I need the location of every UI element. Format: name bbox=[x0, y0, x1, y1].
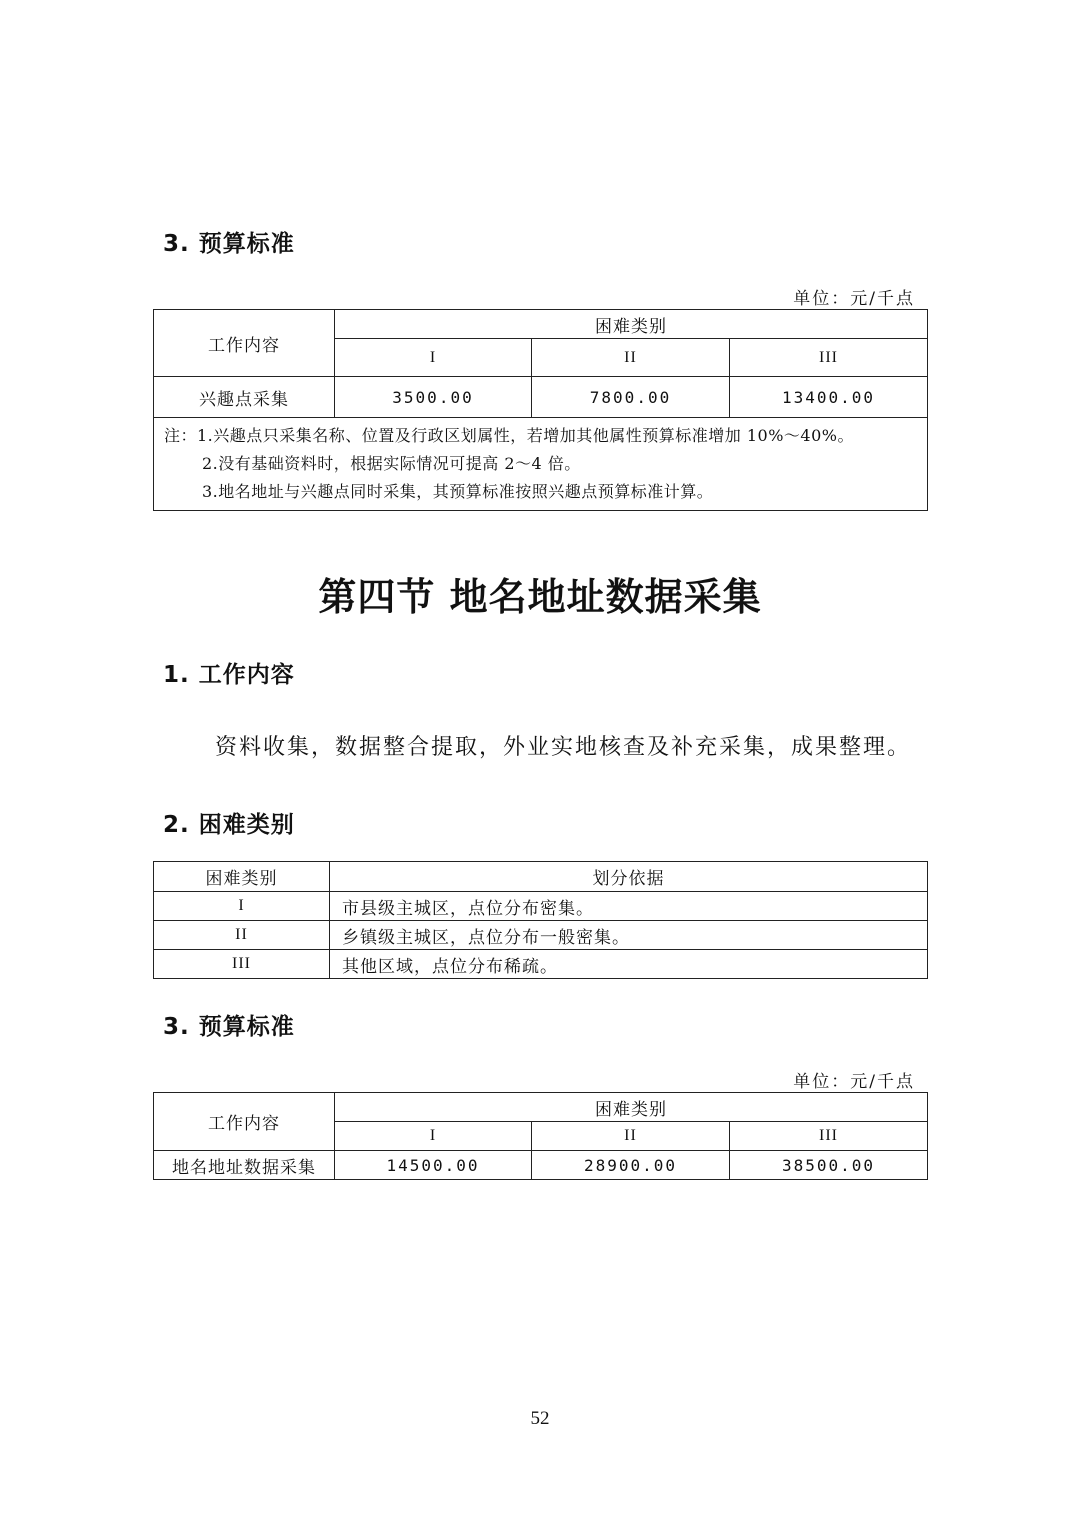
difficulty-level-1: I bbox=[154, 892, 330, 921]
value-level-3: 13400.00 bbox=[730, 377, 928, 418]
difficulty-basis-3: 其他区域，点位分布稀疏。 bbox=[330, 950, 928, 979]
difficulty-level-2: II bbox=[154, 921, 330, 950]
difficulty-table bbox=[153, 861, 928, 979]
header-difficulty-category: 困难类别 bbox=[154, 862, 330, 892]
section-heading-budget-poi: 3. 预算标准 bbox=[163, 231, 295, 257]
header-level-1: I bbox=[335, 339, 532, 377]
difficulty-basis-2: 乡镇级主城区，点位分布一般密集。 bbox=[330, 921, 928, 950]
header-difficulty: 困难类别 bbox=[335, 310, 928, 339]
header-level-3: III bbox=[730, 339, 928, 377]
value-level-2-b: 28900.00 bbox=[532, 1151, 730, 1180]
note-line-1: 注：1.兴趣点只采集名称、位置及行政区划属性，若增加其他属性预算标准增加 10%～40%。 bbox=[164, 426, 854, 445]
value-level-1: 3500.00 bbox=[335, 377, 532, 418]
chapter-title: 第四节 地名地址数据采集 bbox=[318, 575, 762, 619]
table-notes bbox=[154, 418, 928, 511]
section-heading-budget-address: 3. 预算标准 bbox=[163, 1014, 295, 1040]
note-line-2: 2.没有基础资料时，根据实际情况可提高 2～4 倍。 bbox=[202, 454, 581, 473]
difficulty-level-3: III bbox=[154, 950, 330, 979]
unit-label: 单位：元/千点 bbox=[793, 289, 915, 309]
header-work-content: 工作内容 bbox=[154, 310, 335, 377]
header-level-1-b: I bbox=[335, 1122, 532, 1151]
value-level-1-b: 14500.00 bbox=[335, 1151, 532, 1180]
header-work-content-2: 工作内容 bbox=[154, 1093, 335, 1151]
header-level-2-b: II bbox=[532, 1122, 730, 1151]
work-content-paragraph: 资料收集，数据整合提取，外业实地核查及补充采集，成果整理。 bbox=[215, 735, 912, 760]
header-level-2: II bbox=[532, 339, 730, 377]
section-heading-difficulty: 2. 困难类别 bbox=[163, 812, 295, 838]
row-label-address: 地名地址数据采集 bbox=[154, 1151, 335, 1180]
value-level-2: 7800.00 bbox=[532, 377, 730, 418]
value-level-3-b: 38500.00 bbox=[730, 1151, 928, 1180]
section-heading-work-content: 1. 工作内容 bbox=[163, 662, 295, 688]
note-line-3: 3.地名地址与兴趣点同时采集，其预算标准按照兴趣点预算标准计算。 bbox=[202, 482, 714, 501]
unit-label-2: 单位：元/千点 bbox=[793, 1072, 915, 1092]
difficulty-basis-1: 市县级主城区，点位分布密集。 bbox=[330, 892, 928, 921]
header-level-3-b: III bbox=[730, 1122, 928, 1151]
budget-table-poi bbox=[153, 309, 928, 511]
budget-table-address bbox=[153, 1092, 928, 1180]
header-basis: 划分依据 bbox=[330, 862, 928, 892]
header-difficulty-2: 困难类别 bbox=[335, 1093, 928, 1122]
page-number: 52 bbox=[530, 1408, 550, 1429]
row-label-poi: 兴趣点采集 bbox=[154, 377, 335, 418]
